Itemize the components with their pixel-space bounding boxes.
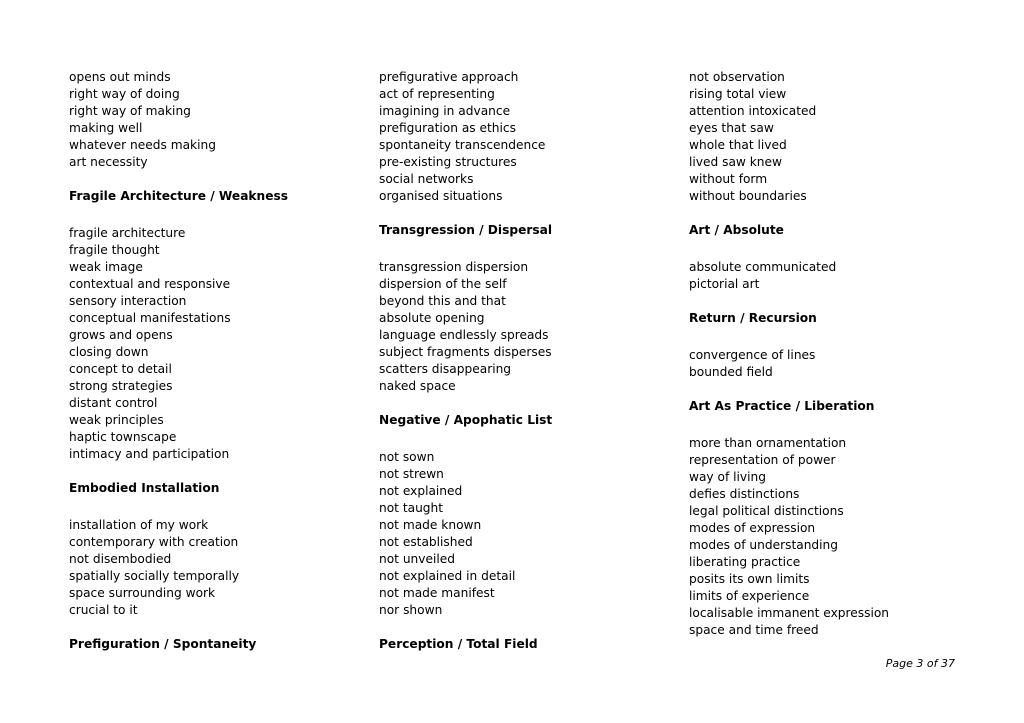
- list-item: without form: [689, 172, 768, 186]
- list-item: eyes that saw: [689, 121, 774, 135]
- section-heading: Prefiguration / Spontaneity: [69, 637, 257, 651]
- list-item: crucial to it: [69, 603, 138, 617]
- list-item: convergence of lines: [689, 348, 816, 362]
- list-item: sensory interaction: [69, 294, 187, 308]
- list-item: spatially socially temporally: [69, 569, 240, 583]
- list-item: not strewn: [379, 467, 444, 481]
- section-heading: Art As Practice / Liberation: [689, 399, 875, 413]
- list-item: space and time freed: [689, 623, 819, 637]
- list-item: art necessity: [69, 155, 148, 169]
- section-heading: Art / Absolute: [689, 223, 784, 237]
- list-item: fragile thought: [69, 243, 160, 257]
- list-item: beyond this and that: [379, 294, 506, 308]
- page-number: Page 3 of 37: [885, 657, 955, 670]
- list-item: opens out minds: [69, 70, 171, 84]
- list-item: not established: [379, 535, 473, 549]
- list-item: prefiguration as ethics: [379, 121, 516, 135]
- list-item: representation of power: [689, 453, 836, 467]
- list-item: modes of understanding: [689, 538, 839, 552]
- list-item: conceptual manifestations: [69, 311, 231, 325]
- list-item: naked space: [379, 379, 456, 393]
- list-item: whole that lived: [689, 138, 787, 152]
- list-item: haptic townscape: [69, 430, 177, 444]
- list-item: spontaneity transcendence: [379, 138, 546, 152]
- list-item: intimacy and participation: [69, 447, 230, 461]
- list-item: pre-existing structures: [379, 155, 517, 169]
- list-item: defies distinctions: [689, 487, 800, 501]
- list-item: not made manifest: [379, 586, 495, 600]
- list-item: modes of expression: [689, 521, 816, 535]
- list-item: legal political distinctions: [689, 504, 844, 518]
- list-item: localisable immanent expression: [689, 606, 890, 620]
- list-item: distant control: [69, 396, 158, 410]
- list-item: space surrounding work: [69, 586, 216, 600]
- column-2: [379, 69, 669, 673]
- list-item: not unveiled: [379, 552, 455, 566]
- list-item: absolute opening: [379, 311, 485, 325]
- list-item: more than ornamentation: [689, 436, 847, 450]
- list-item: nor shown: [379, 603, 443, 617]
- list-item: grows and opens: [69, 328, 173, 342]
- list-item: making well: [69, 121, 143, 135]
- list-item: not taught: [379, 501, 444, 515]
- list-item: social networks: [379, 172, 474, 186]
- list-item: not explained in detail: [379, 569, 516, 583]
- list-item: imagining in advance: [379, 104, 511, 118]
- list-item: prefigurative approach: [379, 70, 519, 84]
- column-3: [689, 69, 979, 639]
- section-heading: Transgression / Dispersal: [379, 223, 553, 237]
- list-item: absolute communicated: [689, 260, 837, 274]
- list-item: not observation: [689, 70, 785, 84]
- list-item: scatters disappearing: [379, 362, 512, 376]
- list-item: posits its own limits: [689, 572, 810, 586]
- list-item: way of living: [689, 470, 766, 484]
- list-item: not made known: [379, 518, 482, 532]
- list-item: organised situations: [379, 189, 503, 203]
- list-item: right way of doing: [69, 87, 180, 101]
- section-heading: Perception / Total Field: [379, 637, 538, 651]
- list-item: weak principles: [69, 413, 164, 427]
- list-item: pictorial art: [689, 277, 760, 291]
- list-item: concept to detail: [69, 362, 172, 376]
- section-heading: Fragile Architecture / Weakness: [69, 189, 288, 203]
- list-item: contemporary with creation: [69, 535, 239, 549]
- list-item: limits of experience: [689, 589, 810, 603]
- list-item: installation of my work: [69, 518, 209, 532]
- list-item: strong strategies: [69, 379, 173, 393]
- section-heading: Negative / Apophatic List: [379, 413, 553, 427]
- list-item: without boundaries: [689, 189, 807, 203]
- list-item: not disembodied: [69, 552, 172, 566]
- list-item: dispersion of the self: [379, 277, 507, 291]
- column-1: [69, 69, 359, 673]
- list-item: act of representing: [379, 87, 495, 101]
- section-heading: Embodied Installation: [69, 481, 220, 495]
- list-item: fragile architecture: [69, 226, 186, 240]
- list-item: whatever needs making: [69, 138, 216, 152]
- list-item: weak image: [69, 260, 143, 274]
- list-item: right way of making: [69, 104, 191, 118]
- list-item: contextual and responsive: [69, 277, 231, 291]
- list-item: liberating practice: [689, 555, 801, 569]
- list-item: bounded field: [689, 365, 773, 379]
- list-item: not sown: [379, 450, 435, 464]
- list-item: subject fragments disperses: [379, 345, 552, 359]
- list-item: not explained: [379, 484, 463, 498]
- list-item: rising total view: [689, 87, 787, 101]
- list-item: language endlessly spreads: [379, 328, 549, 342]
- section-heading: Return / Recursion: [689, 311, 817, 325]
- list-item: attention intoxicated: [689, 104, 817, 118]
- list-item: closing down: [69, 345, 149, 359]
- list-item: lived saw knew: [689, 155, 783, 169]
- list-item: transgression dispersion: [379, 260, 529, 274]
